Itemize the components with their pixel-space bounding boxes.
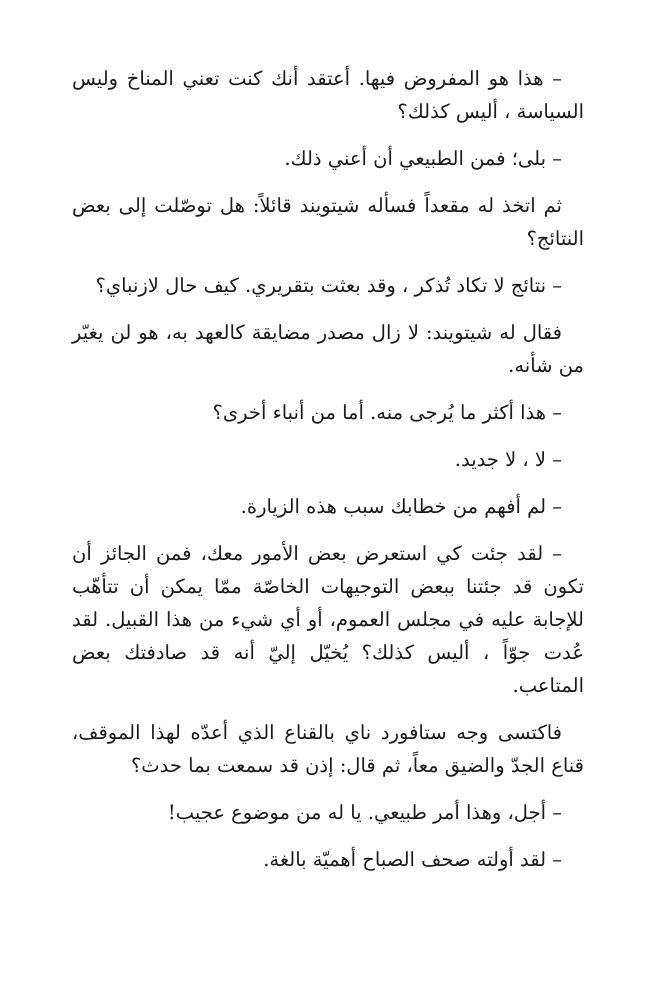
paragraph: – نتائج لا تكاد تُذكر ، وقد بعثت بتقريري. كيف حال لازنباي؟ xyxy=(95,274,562,297)
paragraph: – هذا هو المفروض فيها. أعتقد أنك كنت تعني المناخ وليس السياسة ، أليس كذلك؟ xyxy=(72,67,584,123)
paragraph: – لم أفهم من خطابك سبب هذه الزيارة. xyxy=(240,495,562,518)
paragraph: – بلى؛ فمن الطبيعي أن أعني ذلك. xyxy=(284,147,562,170)
paragraph: – لقد أولته صحف الصباح أهميّة بالغة. xyxy=(263,848,562,871)
paragraph: – هذا أكثر ما يُرجى منه. أما من أنباء أخرى؟ xyxy=(212,401,562,424)
paragraph: – أجل، وهذا أمر طبيعي. يا له من موضوع عجيب! xyxy=(167,801,562,824)
paragraph: فاكتسى وجه ستافورد ناي بالقناع الذي أعدّه لهذا الموقف، قناع الجدّ والضيق معاً، ثم قال: إذن قد سمعت بما حدث؟ xyxy=(72,721,584,777)
paragraph: – لا ، لا جديد. xyxy=(454,448,562,471)
paragraph: ثم اتخذ له مقعداً فسأله شيتويند قائلاً: هل توصّلت إلى بعض النتائج؟ xyxy=(72,194,584,250)
document-page xyxy=(72,62,584,890)
paragraph: فقال له شيتويند: لا زال مصدر مضايقة كالعهد به، هو لن يغيّر من شأنه. xyxy=(72,321,584,377)
paragraph: – لقد جئت كي استعرض بعض الأمور معك، فمن الجائز أن تكون قد جئتنا ببعض التوجيهات الخاصّة ممّا يمكن أن تتأهّب للإجابة عليه في مجلس العموم، أو أي شيء من هذا القبيل. لقد عُدت جوّاً ، أليس كذلك؟ يُخيّل إليّ أنه قد صادفتك بعض المتاعب. xyxy=(72,542,584,697)
